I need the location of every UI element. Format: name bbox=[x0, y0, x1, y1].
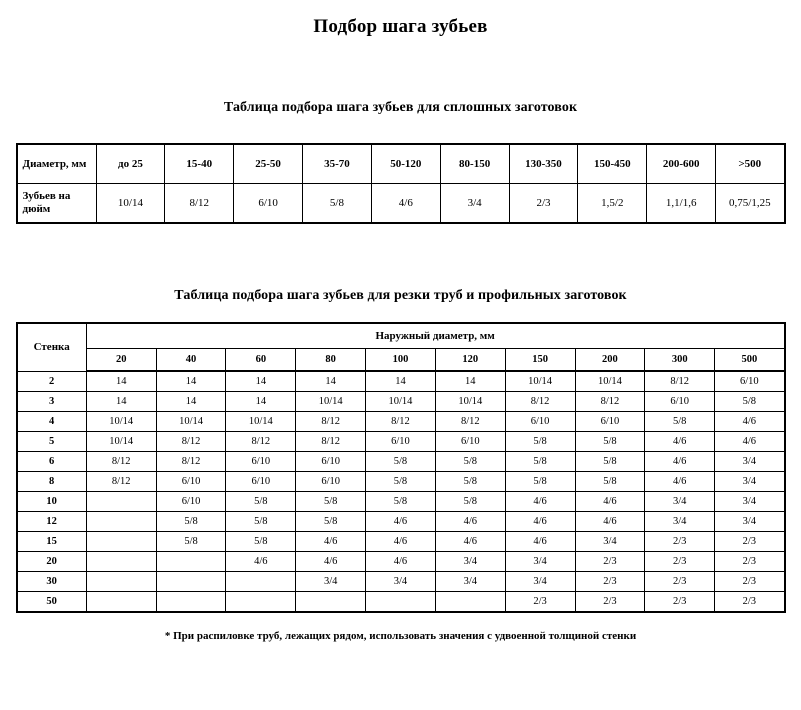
pipe-cell bbox=[156, 552, 226, 572]
pipe-cell: 4/6 bbox=[645, 452, 715, 472]
pipe-column-header: 500 bbox=[715, 349, 785, 372]
pipe-cell: 8/12 bbox=[296, 432, 366, 452]
pipe-cell: 4/6 bbox=[645, 432, 715, 452]
pipe-cell: 14 bbox=[156, 371, 226, 392]
table-row bbox=[17, 492, 785, 512]
pipe-cell: 3/4 bbox=[715, 512, 785, 532]
pipe-cell: 5/8 bbox=[435, 472, 505, 492]
pipe-cell: 2/3 bbox=[715, 552, 785, 572]
pipe-cell: 4/6 bbox=[226, 552, 296, 572]
solid-diameter-cell: 200-600 bbox=[647, 144, 716, 184]
pipe-cell bbox=[156, 592, 226, 613]
pipe-cell: 4/6 bbox=[296, 552, 366, 572]
pipe-cell: 8/12 bbox=[86, 472, 156, 492]
pipe-cell: 5/8 bbox=[226, 532, 296, 552]
pipe-cell: 4/6 bbox=[505, 492, 575, 512]
pipe-cell: 8/12 bbox=[645, 371, 715, 392]
pipe-cell bbox=[86, 572, 156, 592]
pipe-cell bbox=[86, 532, 156, 552]
solid-table-caption: Таблица подбора шага зубьев для сплошных заготовок bbox=[223, 100, 578, 115]
pipe-cell: 3/4 bbox=[505, 552, 575, 572]
solid-blanks-table bbox=[16, 143, 786, 224]
pipe-cell: 5/8 bbox=[575, 472, 645, 492]
pipe-cell bbox=[226, 572, 296, 592]
pipe-cell: 3/4 bbox=[435, 552, 505, 572]
table-row bbox=[17, 392, 785, 412]
table-row bbox=[17, 349, 785, 372]
pipe-cell: 3/4 bbox=[645, 492, 715, 512]
pipe-wall-label: 10 bbox=[17, 492, 87, 512]
table-row bbox=[17, 452, 785, 472]
pipe-wall-label: 8 bbox=[17, 472, 87, 492]
pipe-cell: 10/14 bbox=[575, 371, 645, 392]
pipe-cell: 10/14 bbox=[86, 432, 156, 452]
solid-teeth-cell: 0,75/1,25 bbox=[716, 184, 785, 224]
pipe-cell: 4/6 bbox=[575, 492, 645, 512]
solid-teeth-cell: 1,1/1,6 bbox=[647, 184, 716, 224]
pipe-cell: 2/3 bbox=[575, 552, 645, 572]
pipe-cell: 8/12 bbox=[296, 412, 366, 432]
table-row bbox=[17, 323, 785, 349]
pipe-cell: 14 bbox=[366, 371, 436, 392]
pipe-cell: 10/14 bbox=[226, 412, 296, 432]
pipe-cell: 8/12 bbox=[575, 392, 645, 412]
pipe-column-header: 60 bbox=[226, 349, 296, 372]
pipe-cell: 14 bbox=[156, 392, 226, 412]
pipe-cell: 2/3 bbox=[575, 572, 645, 592]
pipe-column-header: 100 bbox=[366, 349, 436, 372]
pipe-cell: 5/8 bbox=[435, 492, 505, 512]
pipe-cell: 4/6 bbox=[366, 552, 436, 572]
pipe-column-header: 20 bbox=[86, 349, 156, 372]
page-title: Подбор шага зубьев bbox=[313, 16, 488, 37]
pipe-cell: 5/8 bbox=[156, 512, 226, 532]
solid-teeth-cell: 4/6 bbox=[371, 184, 440, 224]
pipe-cell: 6/10 bbox=[505, 412, 575, 432]
solid-diameter-cell: 50-120 bbox=[371, 144, 440, 184]
pipe-cell: 3/4 bbox=[715, 492, 785, 512]
pipe-cell: 8/12 bbox=[435, 412, 505, 432]
pipe-cell: 3/4 bbox=[505, 572, 575, 592]
table-row bbox=[17, 592, 785, 613]
footnote: * При распиловке труб, лежащих рядом, использовать значения с удвоенной толщиной стенки bbox=[164, 630, 637, 642]
table-row bbox=[17, 144, 785, 184]
solid-teeth-cell: 8/12 bbox=[165, 184, 234, 224]
solid-diameter-cell: 35-70 bbox=[303, 144, 372, 184]
pipe-cell: 4/6 bbox=[575, 512, 645, 532]
pipe-cell: 8/12 bbox=[86, 452, 156, 472]
pipe-span-header: Наружный диаметр, мм bbox=[86, 323, 784, 349]
pipe-cell: 8/12 bbox=[156, 432, 226, 452]
pipe-wall-label: 20 bbox=[17, 552, 87, 572]
pipe-column-header: 150 bbox=[505, 349, 575, 372]
table-row bbox=[17, 532, 785, 552]
pipe-cell: 4/6 bbox=[505, 512, 575, 532]
pipe-wall-label: 2 bbox=[17, 371, 87, 392]
pipe-cell: 4/6 bbox=[435, 532, 505, 552]
pipe-cell bbox=[86, 512, 156, 532]
solid-diameter-cell: >500 bbox=[716, 144, 785, 184]
solid-diameter-cell: до 25 bbox=[96, 144, 165, 184]
pipe-cell: 8/12 bbox=[366, 412, 436, 432]
pipe-cell: 14 bbox=[226, 392, 296, 412]
solid-teeth-cell: 1,5/2 bbox=[578, 184, 647, 224]
pipe-table-body bbox=[17, 323, 785, 612]
pipe-cell: 6/10 bbox=[226, 472, 296, 492]
pipe-cell: 5/8 bbox=[296, 512, 366, 532]
pipe-cell: 4/6 bbox=[715, 412, 785, 432]
pipe-cell: 5/8 bbox=[366, 492, 436, 512]
pipe-cell: 4/6 bbox=[435, 512, 505, 532]
pipe-cell: 3/4 bbox=[296, 572, 366, 592]
table-row bbox=[17, 572, 785, 592]
pipe-cell: 6/10 bbox=[435, 432, 505, 452]
pipe-wall-label: 4 bbox=[17, 412, 87, 432]
solid-teeth-cell: 10/14 bbox=[96, 184, 165, 224]
pipe-cell: 8/12 bbox=[505, 392, 575, 412]
pipe-cell: 3/4 bbox=[715, 472, 785, 492]
pipe-wall-label: 30 bbox=[17, 572, 87, 592]
pipe-cell: 6/10 bbox=[645, 392, 715, 412]
pipe-column-header: 120 bbox=[435, 349, 505, 372]
table-row bbox=[17, 432, 785, 452]
pipe-table-caption: Таблица подбора шага зубьев для резки труб и профильных заготовок bbox=[174, 288, 627, 303]
pipe-cell: 5/8 bbox=[505, 472, 575, 492]
pipe-cell: 5/8 bbox=[505, 432, 575, 452]
pipe-cell: 4/6 bbox=[715, 432, 785, 452]
pipe-cell: 2/3 bbox=[715, 592, 785, 613]
pipe-column-header: 40 bbox=[156, 349, 226, 372]
pipe-cell: 2/3 bbox=[715, 532, 785, 552]
solid-teeth-cell: 2/3 bbox=[509, 184, 578, 224]
pipe-cell: 4/6 bbox=[645, 472, 715, 492]
pipe-cell: 2/3 bbox=[575, 592, 645, 613]
pipe-cell: 5/8 bbox=[505, 452, 575, 472]
table-row bbox=[17, 552, 785, 572]
pipe-cell: 10/14 bbox=[505, 371, 575, 392]
pipe-cell: 5/8 bbox=[435, 452, 505, 472]
pipe-cell: 10/14 bbox=[366, 392, 436, 412]
pipe-cell bbox=[226, 592, 296, 613]
table-row bbox=[17, 371, 785, 392]
pipe-cell: 14 bbox=[86, 392, 156, 412]
pipe-wall-label: 6 bbox=[17, 452, 87, 472]
solid-teeth-cell: 3/4 bbox=[440, 184, 509, 224]
pipe-cell: 2/3 bbox=[645, 592, 715, 613]
pipe-cell: 8/12 bbox=[156, 452, 226, 472]
pipe-cell: 6/10 bbox=[156, 472, 226, 492]
pipe-cell: 3/4 bbox=[715, 452, 785, 472]
pipe-cell: 14 bbox=[226, 371, 296, 392]
pipe-wall-label: 5 bbox=[17, 432, 87, 452]
pipe-cell: 2/3 bbox=[645, 532, 715, 552]
solid-diameter-cell: 25-50 bbox=[234, 144, 303, 184]
pipe-cell: 6/10 bbox=[366, 432, 436, 452]
pipe-cell bbox=[156, 572, 226, 592]
pipe-cell bbox=[296, 592, 366, 613]
pipe-wall-label: 15 bbox=[17, 532, 87, 552]
pipe-cell bbox=[366, 592, 436, 613]
pipe-cell: 6/10 bbox=[156, 492, 226, 512]
pipe-cell bbox=[86, 492, 156, 512]
solid-diameter-cell: 80-150 bbox=[440, 144, 509, 184]
pipe-cell: 10/14 bbox=[296, 392, 366, 412]
pipe-cell: 5/8 bbox=[575, 432, 645, 452]
table-row bbox=[17, 472, 785, 492]
pipe-wall-label: 50 bbox=[17, 592, 87, 613]
pipe-cell: 3/4 bbox=[575, 532, 645, 552]
pipe-cell: 14 bbox=[435, 371, 505, 392]
pipe-cell: 2/3 bbox=[505, 592, 575, 613]
pipe-corner-label: Стенка bbox=[17, 323, 87, 371]
pipe-cell: 14 bbox=[86, 371, 156, 392]
pipe-cell: 6/10 bbox=[715, 371, 785, 392]
pipe-wall-label: 3 bbox=[17, 392, 87, 412]
page bbox=[0, 16, 801, 710]
pipe-cell: 5/8 bbox=[296, 492, 366, 512]
table-row bbox=[17, 184, 785, 224]
pipe-column-header: 200 bbox=[575, 349, 645, 372]
pipe-cell: 5/8 bbox=[156, 532, 226, 552]
pipe-cell bbox=[86, 552, 156, 572]
solid-diameter-cell: 130-350 bbox=[509, 144, 578, 184]
pipe-cell: 10/14 bbox=[435, 392, 505, 412]
pipe-cell: 4/6 bbox=[366, 512, 436, 532]
pipe-cell: 4/6 bbox=[296, 532, 366, 552]
pipe-cell: 2/3 bbox=[645, 572, 715, 592]
pipe-cell bbox=[435, 592, 505, 613]
pipe-cell: 6/10 bbox=[226, 452, 296, 472]
pipe-cell: 2/3 bbox=[715, 572, 785, 592]
pipe-cell: 5/8 bbox=[226, 512, 296, 532]
pipe-cell: 4/6 bbox=[505, 532, 575, 552]
table-row bbox=[17, 512, 785, 532]
pipe-cell: 10/14 bbox=[156, 412, 226, 432]
pipe-column-header: 80 bbox=[296, 349, 366, 372]
pipe-cell: 5/8 bbox=[715, 392, 785, 412]
pipe-cell: 14 bbox=[296, 371, 366, 392]
solid-row-label-diameter: Диаметр, мм bbox=[17, 144, 97, 184]
solid-row-label-teeth: Зубьев на дюйм bbox=[17, 184, 97, 224]
pipe-cell: 6/10 bbox=[296, 472, 366, 492]
pipe-cell bbox=[86, 592, 156, 613]
table-row bbox=[17, 412, 785, 432]
solid-diameter-cell: 150-450 bbox=[578, 144, 647, 184]
pipe-cell: 3/4 bbox=[366, 572, 436, 592]
pipe-cell: 5/8 bbox=[645, 412, 715, 432]
pipe-cell: 2/3 bbox=[645, 552, 715, 572]
solid-diameter-cell: 15-40 bbox=[165, 144, 234, 184]
solid-teeth-cell: 5/8 bbox=[303, 184, 372, 224]
pipe-cell: 4/6 bbox=[366, 532, 436, 552]
pipe-cell: 6/10 bbox=[296, 452, 366, 472]
pipe-cell: 6/10 bbox=[575, 412, 645, 432]
pipe-table bbox=[16, 322, 786, 613]
pipe-cell: 5/8 bbox=[226, 492, 296, 512]
solid-table-body bbox=[17, 144, 785, 223]
solid-teeth-cell: 6/10 bbox=[234, 184, 303, 224]
pipe-cell: 10/14 bbox=[86, 412, 156, 432]
pipe-cell: 3/4 bbox=[645, 512, 715, 532]
pipe-wall-label: 12 bbox=[17, 512, 87, 532]
pipe-cell: 3/4 bbox=[435, 572, 505, 592]
pipe-cell: 5/8 bbox=[575, 452, 645, 472]
pipe-cell: 5/8 bbox=[366, 472, 436, 492]
pipe-column-header: 300 bbox=[645, 349, 715, 372]
pipe-cell: 5/8 bbox=[366, 452, 436, 472]
pipe-cell: 8/12 bbox=[226, 432, 296, 452]
